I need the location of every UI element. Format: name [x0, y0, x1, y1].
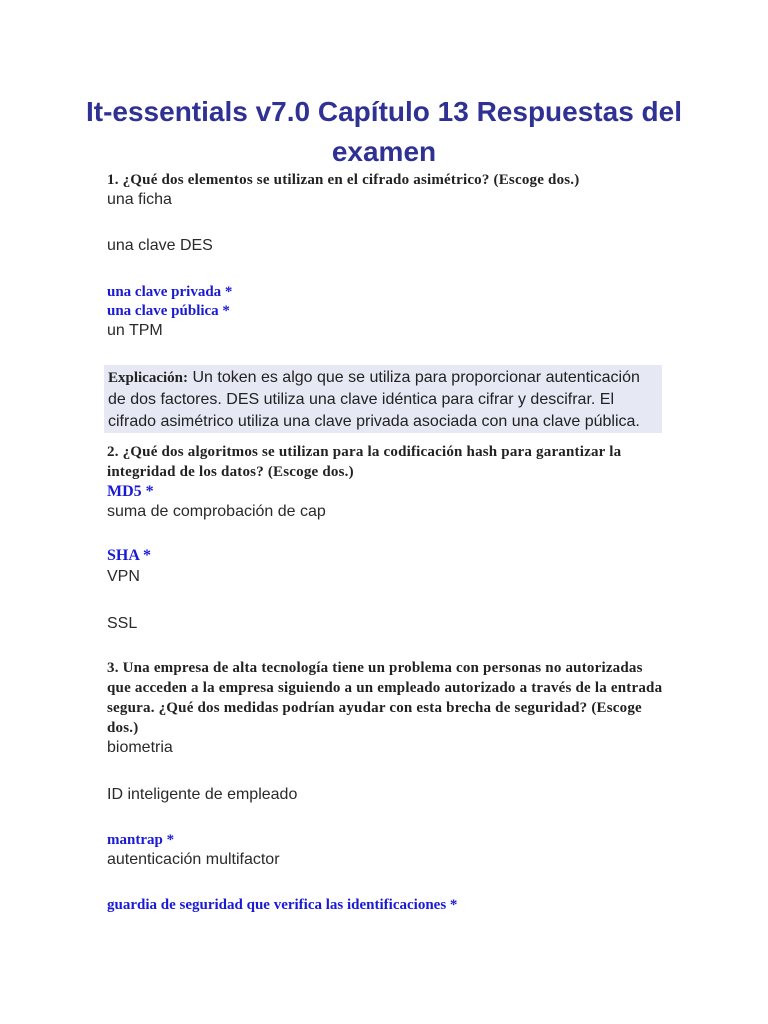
- explanation-box: [104, 365, 662, 433]
- explanation-text: Un token es algo que se utiliza para proporcionar autenticación de dos factores. DES utiliza una clave idéntica para cifrar y descifrar. El cifrado asimétrico utiliza una clave privada asociada con una clave pública.: [108, 369, 640, 430]
- q3-option-1: biometria: [107, 739, 173, 756]
- q1-answer-1: una clave privada *: [107, 284, 233, 300]
- question-2: 2. ¿Qué dos algoritmos se utilizan para la codificación hash para garantizar la integridad de los datos? (Escoge dos.): [107, 444, 622, 480]
- q3-answer-1: mantrap *: [107, 832, 175, 848]
- q1-option-1: una ficha: [107, 191, 172, 208]
- q2-option-5: SSL: [107, 615, 138, 632]
- q3-answer-2: guardia de seguridad que verifica las identificaciones *: [107, 897, 458, 913]
- q2-option-4: VPN: [107, 568, 140, 585]
- q2-answer-1: MD5 *: [107, 483, 154, 500]
- q1-option-2: una clave DES: [107, 237, 213, 254]
- question-3: 3. Una empresa de alta tecnología tiene un problema con personas no autorizadas que acceden a la empresa siguiendo a un empleado autorizado a través de la entrada segura. ¿Qué dos medidas podrían ayudar con esta brecha de seguridad? (Escoge dos.): [107, 660, 663, 736]
- q1-option-5: un TPM: [107, 322, 163, 339]
- q2-answer-2: SHA *: [107, 547, 152, 564]
- q3-option-4: autenticación multifactor: [107, 851, 280, 868]
- q1-answer-2: una clave pública *: [107, 303, 230, 319]
- question-1: 1. ¿Qué dos elementos se utilizan en el cifrado asimétrico? (Escoge dos.): [107, 172, 580, 188]
- explanation-label: Explicación:: [108, 370, 189, 386]
- q2-option-2: suma de comprobación de cap: [107, 503, 326, 520]
- page-title: It-essentials v7.0 Capítulo 13 Respuestas del examen: [85, 96, 682, 167]
- q3-option-2: ID inteligente de empleado: [107, 786, 298, 803]
